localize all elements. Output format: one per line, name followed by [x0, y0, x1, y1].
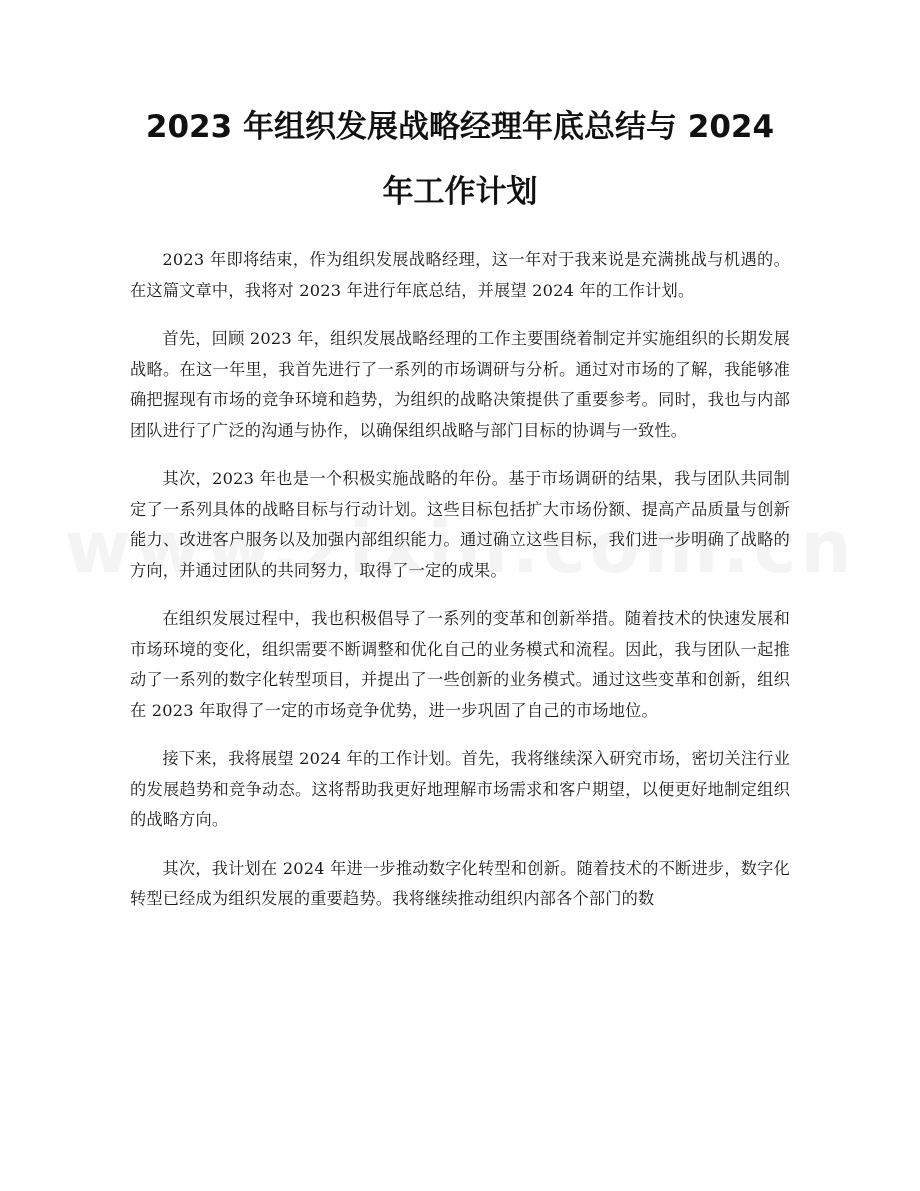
- paragraph-plan-digital: 其次，我计划在 2024 年进一步推动数字化转型和创新。随着技术的不断进步，数字化转型已经成为组织发展的重要趋势。我将继续推动组织内部各个部门的数: [130, 858, 790, 908]
- title-line-1: 2023 年组织发展战略经理年底总结与 2024: [145, 109, 775, 145]
- paragraph-review: 首先，回顾 2023 年，组织发展战略经理的工作主要围绕着制定并实施组织的长期发展战略。在这一年里，我首先进行了一系列的市场调研与分析。通过对市场的了解，我能够准确把握现有市场的竞争环境和趋势，为组织的战略决策提供了重要参考。同时，我也与内部团队进行了广泛的沟通与协作，以确保组织战略与部门目标的协调与一致性。: [130, 329, 790, 440]
- paragraph-plan-market: 接下来，我将展望 2024 年的工作计划。首先，我将继续深入研究市场，密切关注行业的发展趋势和竞争动态。这将帮助我更好地理解市场需求和客户期望，以便更好地制定组织的战略方向。: [130, 749, 790, 829]
- document-title: [130, 95, 790, 225]
- paragraph-implementation: 其次，2023 年也是一个积极实施战略的年份。基于市场调研的结果，我与团队共同制定了一系列具体的战略目标与行动计划。这些目标包括扩大市场份额、提高产品质量与创新能力、改进客户服务以及加强内部组织能力。通过确立这些目标，我们进一步明确了战略的方向，并通过团队的共同努力，取得了一定的成果。: [130, 469, 790, 580]
- paragraph-innovation: 在组织发展过程中，我也积极倡导了一系列的变革和创新举措。随着技术的快速发展和市场环境的变化，组织需要不断调整和优化自己的业务模式和流程。因此，我与团队一起推动了一系列的数字化转型项目，并提出了一些创新的业务模式。通过这些变革和创新，组织在 2023 年取得了一定的市场竞争优势，进一步巩固了自己的市场地位。: [130, 609, 790, 720]
- title-line-2: 年工作计划: [382, 174, 538, 210]
- paragraph-intro: 2023 年即将结束，作为组织发展战略经理，这一年对于我来说是充满挑战与机遇的。在这篇文章中，我将对 2023 年进行年底总结，并展望 2024 年的工作计划。: [130, 250, 790, 300]
- document-body: [130, 245, 790, 915]
